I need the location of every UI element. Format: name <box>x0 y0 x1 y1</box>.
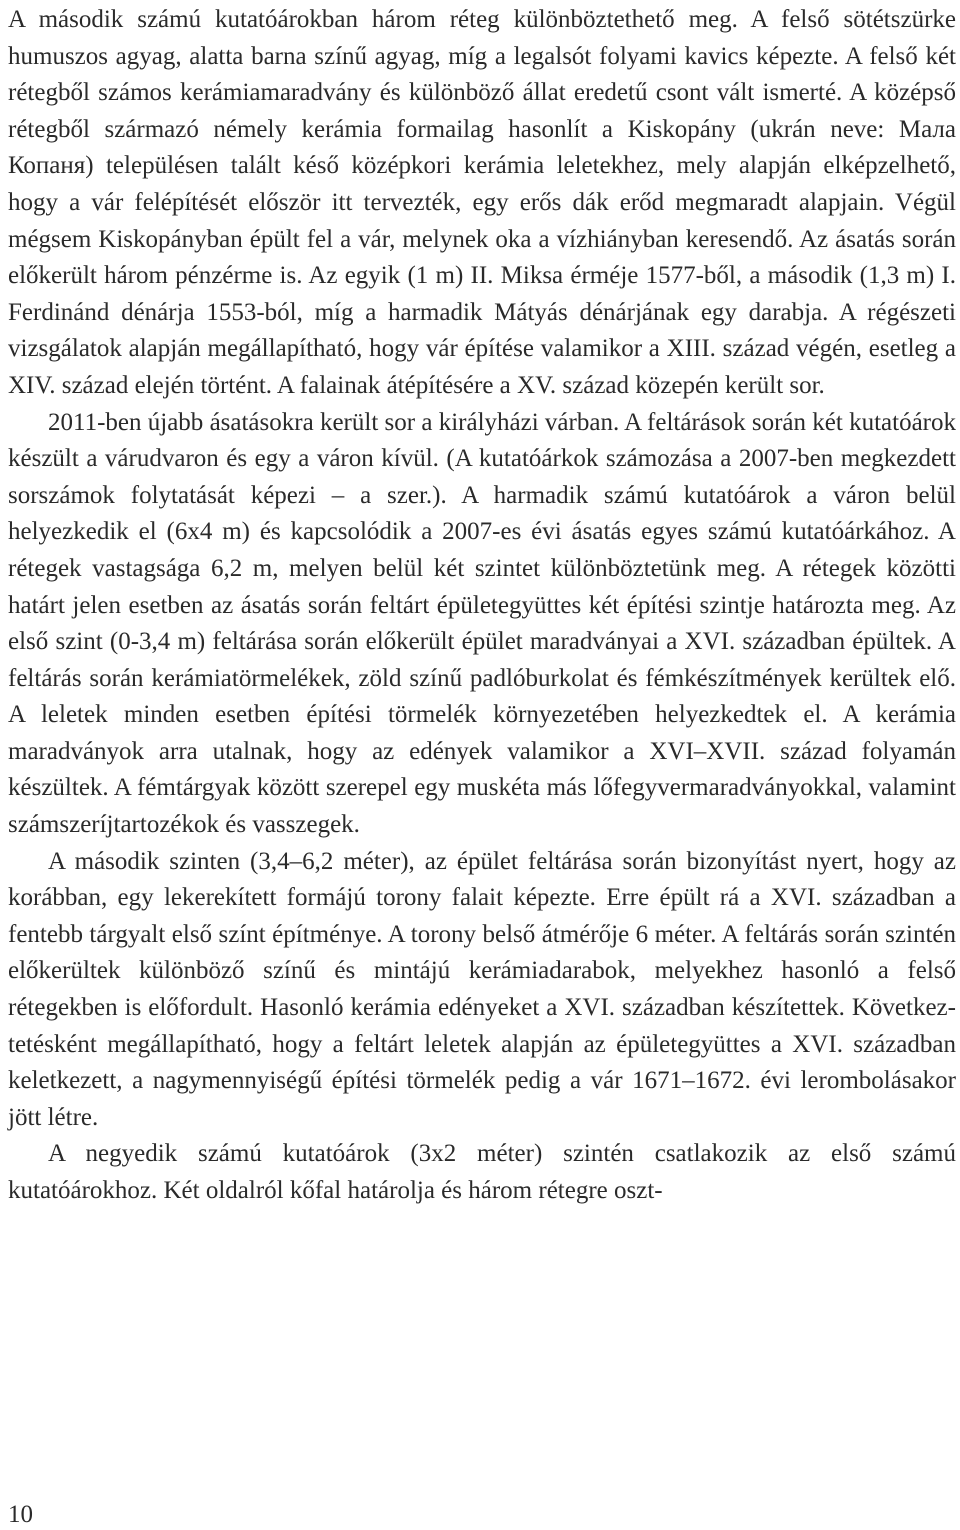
paragraph-1: A második számú kutatóárokban három réteg különböztethető meg. A felső sötétszürke humuszos agyag, alatta barna színű agyag, míg a legalsót folyami kavics képezte. A felső két rétegből számos kerámiamaradvány és különböző állat eredetű csont vált ismerté. A középső rétegből származó némely kerámia formailag hasonlít a Kiskopány (ukrán neve: Мала Копаня) településen talált késő középkori kerámia leletekhez, mely alapján elképzelhető, hogy a vár felépítését először itt tervezték, egy erős dák erőd megmaradt alapjain. Végül mégsem Kiskopányban épült fel a vár, melynek oka a vízhiányban keresendő. Az ásatás során előkerült három pénzérme is. Az egyik (1 m) II. Miksa érméje 1577-ből, a második (1,3 m) I. Ferdinánd dénárja 1553-ból, míg a harmadik Mátyás dénárjának egy darabja. A régészeti vizsgálatok alapján megállapítható, hogy vár építése valamikor a XIII. század végén, esetleg a XIV. század elején történt. A falainak átépítésére a XV. század közepén került sor. <box>8 6 956 399</box>
page-number: 10 <box>8 1501 33 1528</box>
paragraph-2: 2011-ben újabb ásatásokra került sor a királyházi várban. A feltárások során két kutatóárok készült a várudvaron és egy a váron kívül. (A kutatóárkok számozása a 2007-ben megkezdett sorszámok folytatását képezi – a szer.). A harmadik számú kutatóárok a váron belül helyezkedik el (6x4 m) és kapcsolódik a 2007-es évi ásatás egyes számú kutatóárkához. A rétegek vastagsága 6,2 m, melyen belül két szintet különböztetünk meg. A rétegek közötti határt jelen esetben az ásatás során feltárt épületegyüttes két építési szintje határozta meg. Az első szint (0-3,4 m) feltárása során előkerült épület maradványai a XVI. században épültek. A feltárás során kerámiatörmelékek, zöld színű padlóburkolat és fémkészítmények kerültek elő. A leletek minden esetben építési törmelék környezetében helyezkedtek el. A kerámia maradványok arra utalnak, hogy az edények valamikor a XVI–XVII. század folyamán készültek. A fémtárgyak között szerepel egy muskéta más lőfegyvermaradványokkal, valamint számszeríjtartozékok és vasszegek. <box>8 408 956 839</box>
paragraph-4: A negyedik számú kutatóárok (3x2 méter) szintén csatlakozik az első számú kutatóárokhoz. Két oldalról kőfal határolja és három rétegre oszt- <box>8 1140 956 1204</box>
document-body <box>8 2 956 1210</box>
paragraph-3: A második szinten (3,4–6,2 méter), az épület feltárása során bizonyítást nyert, hogy az korábban, egy lekerekített formájú torony falait képezte. Erre épült rá a XVI. században a fentebb tárgyalt első színt építménye. A torony belső átmérője 6 méter. A feltárás során szintén előkerültek különböző színű és mintájú kerámiadarabok, melyekhez hasonló a felső rétegekben is előfordult. Hasonló kerámia edényeket a XVI. században készítettek. Következtetésként megállapítható, hogy a feltárt leletek alapján az épületegyüttes a XVI. században keletkezett, a nagymennyiségű építési törmelék pedig a vár 1671–1672. évi lerombolásakor jött létre. <box>8 847 956 1131</box>
